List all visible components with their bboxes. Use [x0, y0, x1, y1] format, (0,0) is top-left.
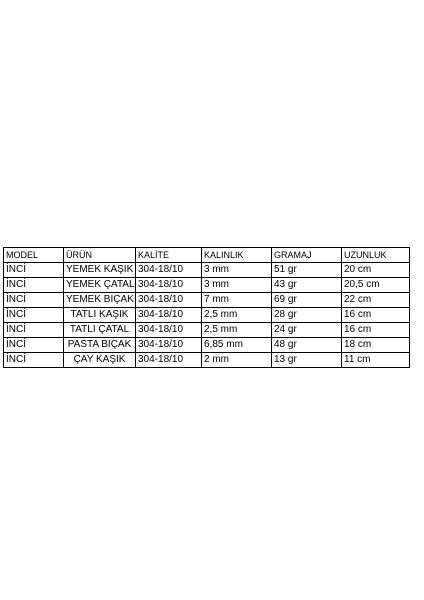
header-length: UZUNLUK	[342, 248, 410, 263]
header-quality: KALİTE	[136, 248, 202, 263]
cell-thickness: 7 mm	[202, 293, 272, 308]
cell-quality: 304-18/10	[136, 338, 202, 353]
cell-weight: 24 gr	[272, 323, 342, 338]
header-weight: GRAMAJ	[272, 248, 342, 263]
cell-model: İNCİ	[4, 353, 64, 368]
product-spec-table	[3, 247, 410, 368]
cell-product: TATLI ÇATAL	[64, 323, 136, 338]
cell-quality: 304-18/10	[136, 323, 202, 338]
cell-model: İNCİ	[4, 293, 64, 308]
cell-quality: 304-18/10	[136, 353, 202, 368]
cell-thickness: 2,5 mm	[202, 323, 272, 338]
header-product: ÜRÜN	[64, 248, 136, 263]
cell-length: 16 cm	[342, 308, 410, 323]
cell-length: 16 cm	[342, 323, 410, 338]
table-row	[4, 278, 410, 293]
cell-quality: 304-18/10	[136, 263, 202, 278]
cell-weight: 48 gr	[272, 338, 342, 353]
cell-length: 11 cm	[342, 353, 410, 368]
cell-product: YEMEK ÇATAL	[64, 278, 136, 293]
header-thickness: KALINLIK	[202, 248, 272, 263]
cell-product: ÇAY KAŞIK	[64, 353, 136, 368]
cell-length: 20,5 cm	[342, 278, 410, 293]
cell-product: PASTA BIÇAK	[64, 338, 136, 353]
cell-weight: 51 gr	[272, 263, 342, 278]
cell-weight: 13 gr	[272, 353, 342, 368]
table-header-row	[4, 248, 410, 263]
cell-thickness: 3 mm	[202, 278, 272, 293]
cell-quality: 304-18/10	[136, 293, 202, 308]
table-row	[4, 308, 410, 323]
cell-model: İNCİ	[4, 308, 64, 323]
cell-length: 22 cm	[342, 293, 410, 308]
cell-thickness: 6,85 mm	[202, 338, 272, 353]
cell-model: İNCİ	[4, 278, 64, 293]
table-row	[4, 263, 410, 278]
header-model: MODEL	[4, 248, 64, 263]
cell-length: 20 cm	[342, 263, 410, 278]
cell-quality: 304-18/10	[136, 278, 202, 293]
cell-thickness: 2 mm	[202, 353, 272, 368]
table-row	[4, 338, 410, 353]
cell-weight: 28 gr	[272, 308, 342, 323]
table-row	[4, 353, 410, 368]
cell-weight: 69 gr	[272, 293, 342, 308]
cell-model: İNCİ	[4, 338, 64, 353]
cell-thickness: 2,5 mm	[202, 308, 272, 323]
table-row	[4, 323, 410, 338]
cell-quality: 304-18/10	[136, 308, 202, 323]
cell-length: 18 cm	[342, 338, 410, 353]
cell-product: YEMEK KAŞIK	[64, 263, 136, 278]
cell-thickness: 3 mm	[202, 263, 272, 278]
cell-model: İNCİ	[4, 263, 64, 278]
cell-model: İNCİ	[4, 323, 64, 338]
cell-product: TATLI KAŞIK	[64, 308, 136, 323]
cell-weight: 43 gr	[272, 278, 342, 293]
table-row	[4, 293, 410, 308]
cell-product: YEMEK BIÇAK	[64, 293, 136, 308]
